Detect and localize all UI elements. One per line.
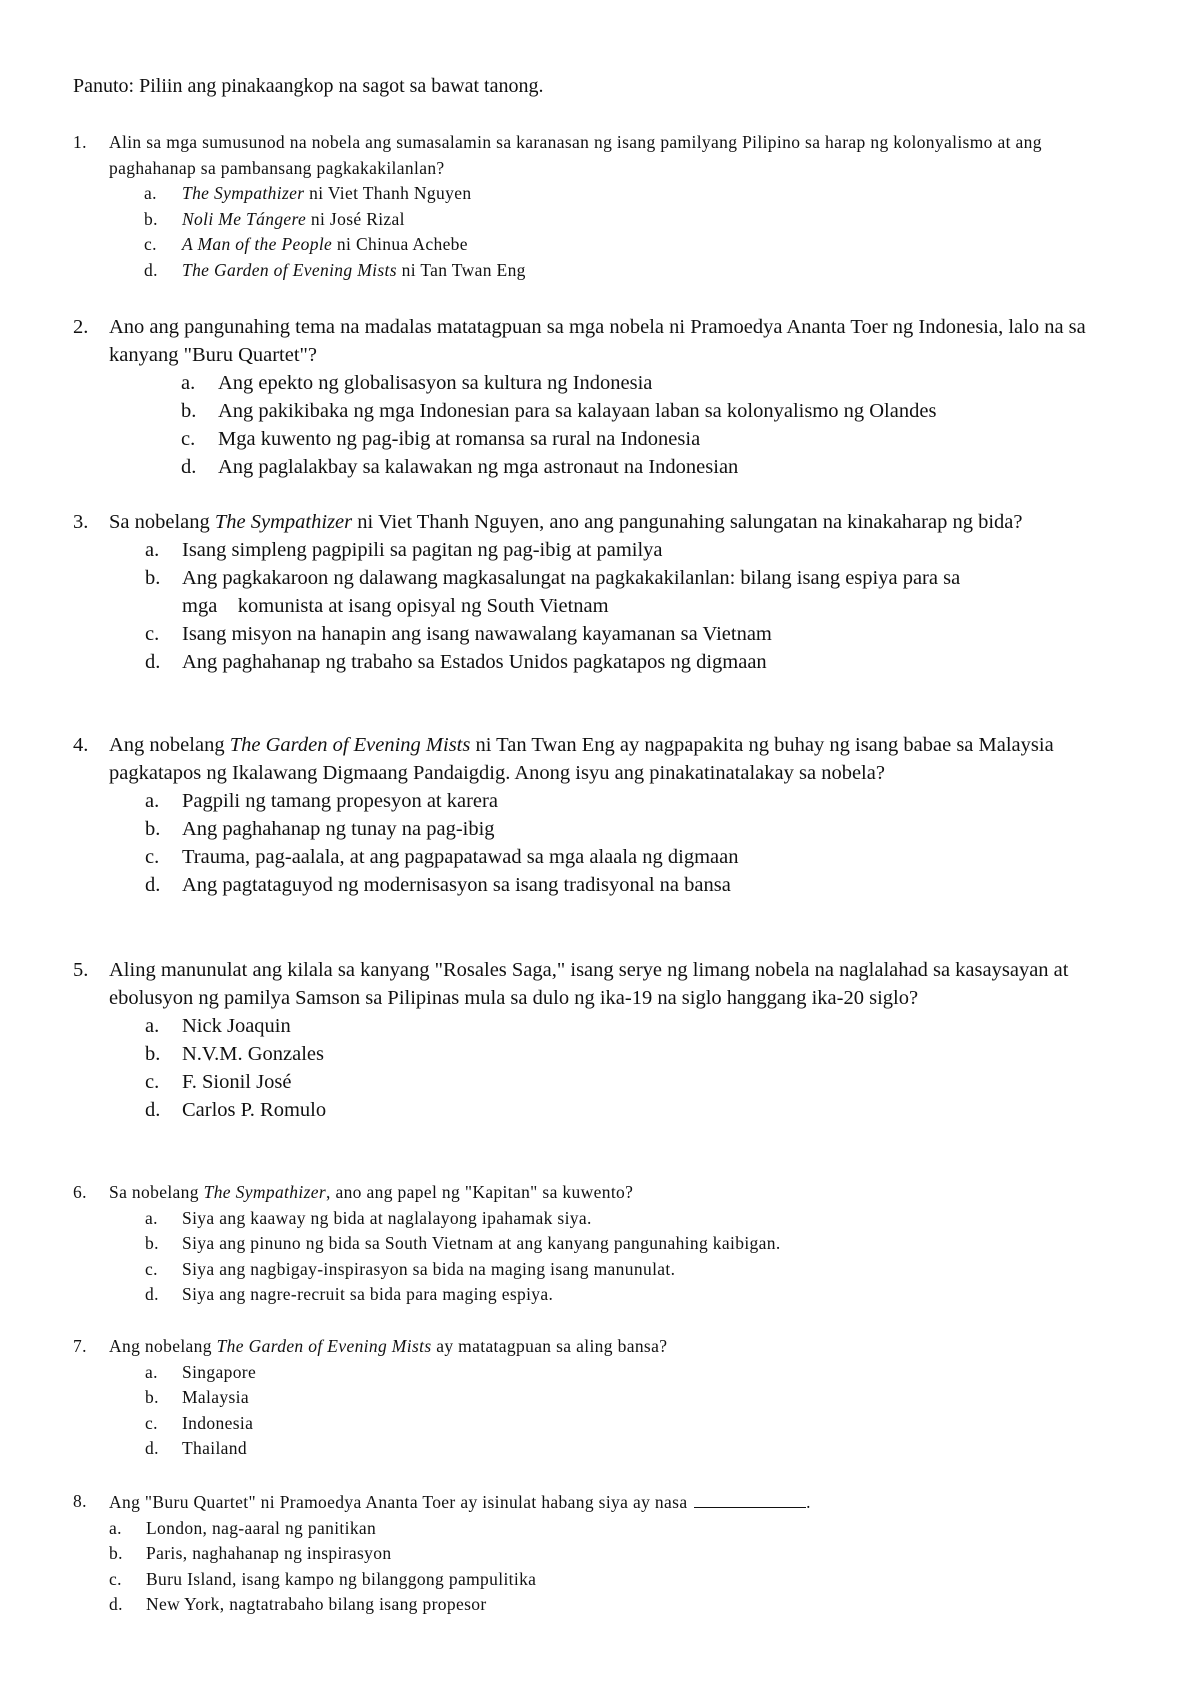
choice-text-continued: mga komunista at isang opisyal ng South Vietnam bbox=[182, 595, 609, 617]
choice-a[interactable] bbox=[0, 1206, 1200, 1232]
question-8 bbox=[0, 1489, 1200, 1618]
choice-letter: c. bbox=[109, 1568, 122, 1589]
choice-letter: c. bbox=[181, 428, 196, 450]
choice-text: New York, nagtatrabaho bilang isang propesor bbox=[146, 1594, 487, 1614]
choice-d[interactable] bbox=[0, 453, 1200, 481]
question-text: Sa nobelang The Sympathizer, ano ang papel ng "Kapitan" sa kuwento? bbox=[109, 1182, 634, 1202]
choice-b[interactable] bbox=[0, 1040, 1200, 1068]
choice-a[interactable] bbox=[0, 369, 1200, 397]
choice-text: F. Sionil José bbox=[182, 1071, 292, 1093]
choice-d[interactable] bbox=[0, 258, 1200, 284]
choice-letter: c. bbox=[144, 234, 157, 254]
question-number: 2. bbox=[73, 316, 89, 338]
choice-text: London, nag-aaral ng panitikan bbox=[146, 1517, 377, 1538]
choice-letter: d. bbox=[181, 456, 197, 478]
choice-d[interactable] bbox=[0, 648, 1200, 676]
choice-text: Thailand bbox=[182, 1438, 247, 1458]
question-number: 7. bbox=[73, 1336, 87, 1356]
choice-letter: d. bbox=[145, 1099, 161, 1121]
choice-text: ni José Rizal bbox=[306, 208, 405, 229]
choice-text: Siya ang nagbigay-inspirasyon sa bida na maging isang manunulat. bbox=[182, 1258, 676, 1279]
choice-text: Nick Joaquin bbox=[182, 1015, 291, 1037]
choice-d[interactable] bbox=[0, 871, 1200, 899]
choice-b[interactable] bbox=[0, 815, 1200, 843]
choice-a[interactable] bbox=[0, 1360, 1200, 1386]
choice-text: Singapore bbox=[182, 1361, 257, 1382]
question-text: Ang "Buru Quartet" ni Pramoedya Ananta Toer ay isinulat habang siya ay nasa . bbox=[109, 1489, 1119, 1516]
choice-letter: d. bbox=[145, 651, 161, 673]
choice-letter: a. bbox=[181, 372, 196, 394]
choice-c[interactable] bbox=[0, 1257, 1200, 1283]
choice-text: Buru Island, isang kampo ng bilanggong pampulitika bbox=[146, 1568, 537, 1589]
choice-letter: a. bbox=[109, 1517, 122, 1538]
question-6 bbox=[0, 1180, 1200, 1308]
question-text: Alin sa mga sumusunod na nobela ang sumasalamin sa karanasan ng isang pamilyang Pilipino sa harap ng kolonyalismo at ang paghahanap sa pambansang pagkakakilanlan? bbox=[109, 132, 1042, 178]
choice-text: ni Tan Twan Eng bbox=[396, 259, 526, 280]
choice-text: Siya ang nagre-recruit sa bida para maging espiya. bbox=[182, 1284, 554, 1304]
choice-letter: b. bbox=[144, 208, 158, 229]
choice-letter: a. bbox=[145, 539, 160, 561]
choice-text: Isang simpleng pagpipili sa pagitan ng pag-ibig at pamilya bbox=[182, 539, 663, 561]
choice-text: Ang pagkakaroon ng dalawang magkasalungat na pagkakakilanlan: bilang isang espiya para sa bbox=[182, 567, 961, 589]
question-number: 1. bbox=[73, 132, 87, 152]
choice-c[interactable] bbox=[0, 232, 1200, 258]
question-3 bbox=[0, 508, 1200, 676]
choice-text: N.V.M. Gonzales bbox=[182, 1043, 324, 1065]
choice-letter: c. bbox=[145, 623, 160, 645]
choice-b[interactable] bbox=[0, 1541, 1200, 1567]
question-number: 6. bbox=[73, 1182, 87, 1202]
choice-letter: b. bbox=[181, 400, 197, 422]
question-text: Aling manunulat ang kilala sa kanyang "Rosales Saga," isang serye ng limang nobela na naglalahad sa kasaysayan at ebolusyon ng pamilya Samson sa Pilipinas mula sa dulo ng ika-19 na siglo hanggang ika-20 siglo? bbox=[109, 959, 1069, 1009]
choice-c[interactable] bbox=[0, 1411, 1200, 1437]
novel-title: The Sympathizer bbox=[203, 1182, 327, 1202]
choice-letter: b. bbox=[145, 1233, 159, 1253]
choice-letter: d. bbox=[145, 874, 161, 896]
choice-b[interactable] bbox=[0, 1385, 1200, 1411]
novel-title: Noli Me Tángere bbox=[182, 208, 307, 229]
choice-letter: a. bbox=[145, 1015, 160, 1037]
question-number: 4. bbox=[73, 734, 89, 756]
choice-letter: d. bbox=[144, 259, 158, 280]
question-number: 5. bbox=[73, 959, 89, 981]
choice-d[interactable] bbox=[0, 1436, 1200, 1462]
choice-letter: c. bbox=[145, 1412, 158, 1433]
question-2 bbox=[0, 313, 1200, 481]
novel-title: The Garden of Evening Mists bbox=[216, 1336, 432, 1356]
choice-d[interactable] bbox=[0, 1282, 1200, 1308]
choice-text: Ang pakikibaka ng mga Indonesian para sa kalayaan laban sa kolonyalismo ng Olandes bbox=[218, 400, 937, 422]
choice-letter: a. bbox=[144, 183, 157, 203]
choice-letter: b. bbox=[145, 818, 161, 840]
choice-text: Ang paghahanap ng trabaho sa Estados Unidos pagkatapos ng digmaan bbox=[182, 651, 767, 673]
question-number: 3. bbox=[73, 511, 89, 533]
question-number: 8. bbox=[73, 1491, 87, 1511]
choice-b[interactable] bbox=[0, 397, 1200, 425]
choice-text: Siya ang kaaway ng bida at naglalayong ipahamak siya. bbox=[182, 1207, 592, 1228]
choice-letter: a. bbox=[145, 1361, 158, 1382]
choice-text: Indonesia bbox=[182, 1412, 254, 1433]
choice-letter: b. bbox=[145, 1043, 161, 1065]
choice-letter: d. bbox=[145, 1284, 159, 1304]
question-1 bbox=[0, 130, 1200, 283]
choice-text: Trauma, pag-aalala, at ang pagpapatawad sa mga alaala ng digmaan bbox=[182, 846, 739, 868]
choice-text: Carlos P. Romulo bbox=[182, 1099, 327, 1121]
question-4 bbox=[0, 731, 1200, 899]
choice-d[interactable] bbox=[0, 1096, 1200, 1124]
choice-text: ni Chinua Achebe bbox=[332, 234, 468, 254]
choice-text: Mga kuwento ng pag-ibig at romansa sa rural na Indonesia bbox=[218, 428, 701, 450]
choice-letter: c. bbox=[145, 846, 160, 868]
novel-title: The Sympathizer bbox=[214, 511, 353, 533]
choice-letter: d. bbox=[109, 1594, 123, 1614]
choice-letter: b. bbox=[145, 567, 161, 589]
choice-letter: c. bbox=[145, 1071, 160, 1093]
choice-b[interactable] bbox=[0, 564, 1200, 620]
choice-text: Ang paglalakbay sa kalawakan ng mga astronaut na Indonesian bbox=[218, 456, 739, 478]
choice-letter: c. bbox=[145, 1258, 158, 1279]
question-text: Sa nobelang The Sympathizer ni Viet Thanh Nguyen, ano ang pangunahing salungatan na kinakaharap ng bida? bbox=[109, 511, 1023, 533]
question-7 bbox=[0, 1334, 1200, 1462]
choice-c[interactable] bbox=[0, 843, 1200, 871]
choice-letter: a. bbox=[145, 1207, 158, 1228]
choice-letter: b. bbox=[109, 1543, 123, 1563]
choice-c[interactable] bbox=[0, 1567, 1200, 1593]
answer-blank[interactable] bbox=[694, 1489, 806, 1508]
question-text: Ang nobelang The Garden of Evening Mists ni Tan Twan Eng ay nagpapakita ng buhay ng isang babae sa Malaysia pagkatapos ng Ikalawang Digmaang Pandaigdig. Anong isyu ang pinakatinatalakay sa nobela? bbox=[109, 734, 1054, 784]
choice-b[interactable] bbox=[0, 207, 1200, 233]
question-5 bbox=[0, 956, 1200, 1124]
choice-text: Ang epekto ng globalisasyon sa kultura ng Indonesia bbox=[218, 372, 653, 394]
choice-letter: b. bbox=[145, 1387, 159, 1407]
choice-text: Siya ang pinuno ng bida sa South Vietnam at ang kanyang pangunahing kaibigan. bbox=[182, 1233, 781, 1253]
choice-letter: d. bbox=[145, 1438, 159, 1458]
choice-a[interactable] bbox=[0, 1012, 1200, 1040]
choice-text: Paris, naghahanap ng inspirasyon bbox=[146, 1543, 392, 1563]
choice-text: ni Viet Thanh Nguyen bbox=[304, 183, 472, 203]
choice-c[interactable] bbox=[0, 1068, 1200, 1096]
choice-a[interactable] bbox=[0, 181, 1200, 207]
choice-text: Malaysia bbox=[182, 1387, 249, 1407]
choice-d[interactable] bbox=[0, 1592, 1200, 1618]
novel-title: The Garden of Evening Mists bbox=[229, 734, 471, 756]
choice-c[interactable] bbox=[0, 620, 1200, 648]
choice-text: Ang pagtataguyod ng modernisasyon sa isang tradisyonal na bansa bbox=[182, 874, 731, 896]
choice-a[interactable] bbox=[0, 787, 1200, 815]
choice-letter: a. bbox=[145, 790, 160, 812]
choice-text: Pagpili ng tamang propesyon at karera bbox=[182, 790, 498, 812]
choice-text: Ang paghahanap ng tunay na pag-ibig bbox=[182, 818, 495, 840]
novel-title: A Man of the People bbox=[182, 234, 333, 254]
choice-text: Isang misyon na hanapin ang isang nawawalang kayamanan sa Vietnam bbox=[182, 623, 772, 645]
novel-title: The Sympathizer bbox=[182, 183, 305, 203]
question-text: Ang nobelang The Garden of Evening Mists ay matatagpuan sa aling bansa? bbox=[109, 1336, 668, 1356]
choice-c[interactable] bbox=[0, 425, 1200, 453]
choice-a[interactable] bbox=[0, 1516, 1200, 1542]
choice-a[interactable] bbox=[0, 536, 1200, 564]
novel-title: The Garden of Evening Mists bbox=[182, 259, 397, 280]
directions: Panuto: Piliin ang pinakaangkop na sagot sa bawat tanong. bbox=[73, 75, 544, 97]
choice-b[interactable] bbox=[0, 1231, 1200, 1257]
question-text: Ano ang pangunahing tema na madalas matatagpuan sa mga nobela ni Pramoedya Ananta Toer ng Indonesia, lalo na sa kanyang "Buru Quartet"? bbox=[109, 316, 1086, 366]
